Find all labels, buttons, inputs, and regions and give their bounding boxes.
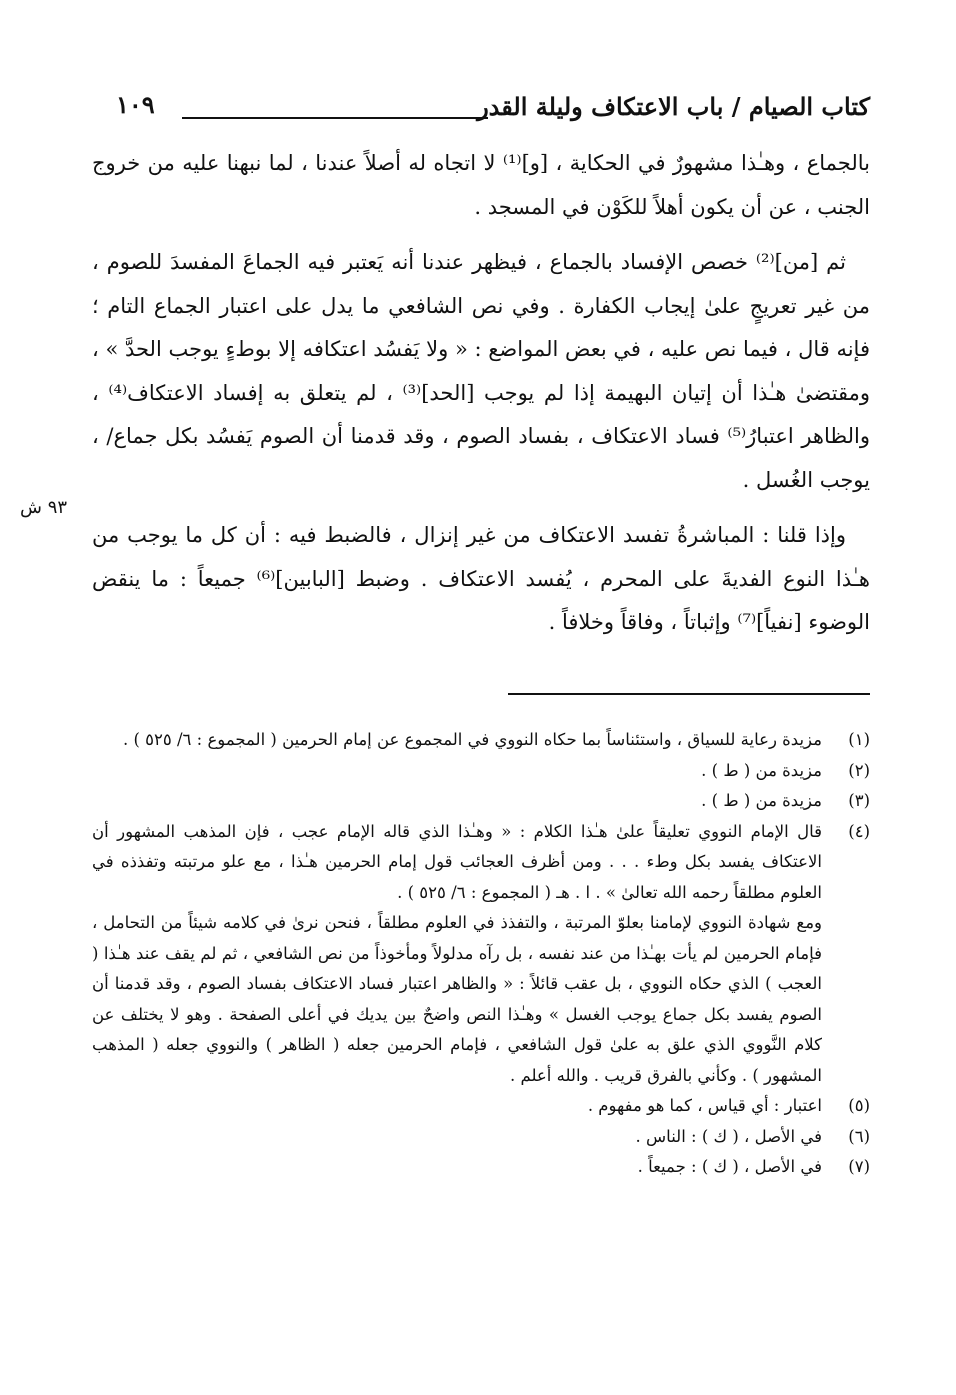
footnote-text: مزيدة رعاية للسياق ، واستئناساً بما حكاه النووي في المجموع عن إمام الحرمين ( المجموع : ٦/ ٥٢٥ ) . [122, 730, 822, 749]
paragraph: بالجماع ، وهـٰذا مشهورٌ في الحكاية ، [و]⁽¹⁾ لا اتجاه له أصلاً عندنا ، لما نبهنا عليه من خروج الجنب ، عن أن يكون أهلاً للكَوْن في المسجد . [92, 151, 870, 219]
page-number: ١٠٩ [116, 90, 155, 119]
header-rule [182, 117, 488, 119]
footnote [92, 1152, 870, 1183]
footnote-text: في الأصل ، ( ك ) : جميعاً . [637, 1157, 822, 1176]
paragraph: ثم [من]⁽²⁾ خصص الإفساد بالجماع ، فيظهر عندنا أنه يَعتبر فيه الجماعَ المفسدَ للصوم ، من غير تعريجٍ علىٰ إيجاب الكفارة . وفي نص الشافعي ما يدل على اعتبار الجماع التام ؛ فإنه قال ، فيما نص عليه ، في بعض المواضع : « ولا يَفسُد اعتكافه إلا بوطءٍ يوجب الحدَّ » ، ومقتضىٰ هـٰذا أن إتيان البهيمة إذا لم يوجب [الحد]⁽³⁾ ، لم يتعلق به إفساد الاعتكاف⁽⁴⁾ ، والظاهر اعتبارُ⁽⁵⁾ فساد الاعتكاف ، بفساد الصوم ، وقد قدمنا أن الصوم يَفسُد بكل جماع/ ، يوجب الغُسل . [92, 250, 870, 492]
footnote [92, 817, 870, 1092]
footnote-number: (١) [848, 730, 870, 749]
footnote [92, 1122, 870, 1153]
footnote-text: مزيدة من ( ط ) . [701, 791, 822, 810]
footnote-number: (٥) [848, 1096, 870, 1115]
footnote [92, 756, 870, 787]
footnote-text: قال الإمام النووي تعليقاً علىٰ هـٰذا الكلام : « وهـٰذا الذي قاله الإمام عجب ، فإن المذهب المشهور أن الاعتكاف يفسد بكل وطء . . . ومن أظرف العجائب قول إمام الحرمين هـٰذا ، مع علو مرتبته وتفذذه في العلوم مطلقاً رحمه الله تعالىٰ » . ا . هـ ( المجموع : ٦/ ٥٢٥ ) . [92, 821, 822, 902]
footnote-separator [508, 693, 870, 695]
footnote-number: (٣) [848, 791, 870, 810]
footnote-number: (٧) [848, 1157, 870, 1176]
paragraph: وإذا قلنا : المباشرةُ تفسد الاعتكاف من غير إنزال ، فالضبط فيه : أن كل ما يوجب من هـٰذا النوع الفديةَ على المحرم ، يُفسد الاعتكاف . وضبط [البابين]⁽⁶⁾ جميعاً : ما ينقض الوضوء [نفياً]⁽⁷⁾ وإثباتاً ، وفاقاً وخلافاً . [92, 523, 870, 634]
footnote-text: في الأصل ، ( ك ) : الناس . [635, 1126, 822, 1146]
footnote-text: مزيدة من ( ط ) . [701, 760, 822, 780]
footnote [92, 1091, 870, 1122]
footnote-number: (٦) [848, 1126, 870, 1146]
header-title: كتاب الصيام / باب الاعتكاف وليلة القدر [477, 92, 870, 121]
footnote-text: اعتبار : أي قياس ، كما هو مفهوم . [587, 1096, 822, 1115]
footnote [92, 725, 870, 756]
footnote-number: (٤) [848, 821, 870, 841]
running-header [92, 92, 870, 132]
margin-note: ٩٣ ش [20, 497, 68, 518]
footnote [92, 786, 870, 817]
footnotes [92, 725, 870, 1183]
footnote-continuation: ومع شهادة النووي لإمامنا بعلوّ المرتبة ، والتفذذ في العلوم مطلقاً ، فنحن نرىٰ في كلامه شيئاً من التحامل ، فإمام الحرمين لم يأت بهـٰذا من عند نفسه ، بل رآه مدلولاً ومأخوذاً من نص الشافعي ، ثم لم يقف عند هـٰذا ( العجب ) الذي حكاه النووي ، بل عقب قائلاً : « والظاهر اعتبار فساد الاعتكاف بفساد الصوم ، وقد قدمنا أن الصوم يفسد بكل جماع يوجب الغسل » وهـٰذا النص واضحٌ بين يديك في أعلى الصفحة . وهو لا يختلف عن كلام النَّووي الذي علق به علىٰ قول الشافعي ، فإمام الحرمين جعله ( الظاهر ) والنووي جعله ( المذهب المشهور ) . وكأني بالفرق قريب . والله أعلم . [92, 913, 822, 1085]
footnote-number: (٢) [848, 760, 870, 780]
main-text [92, 142, 870, 657]
